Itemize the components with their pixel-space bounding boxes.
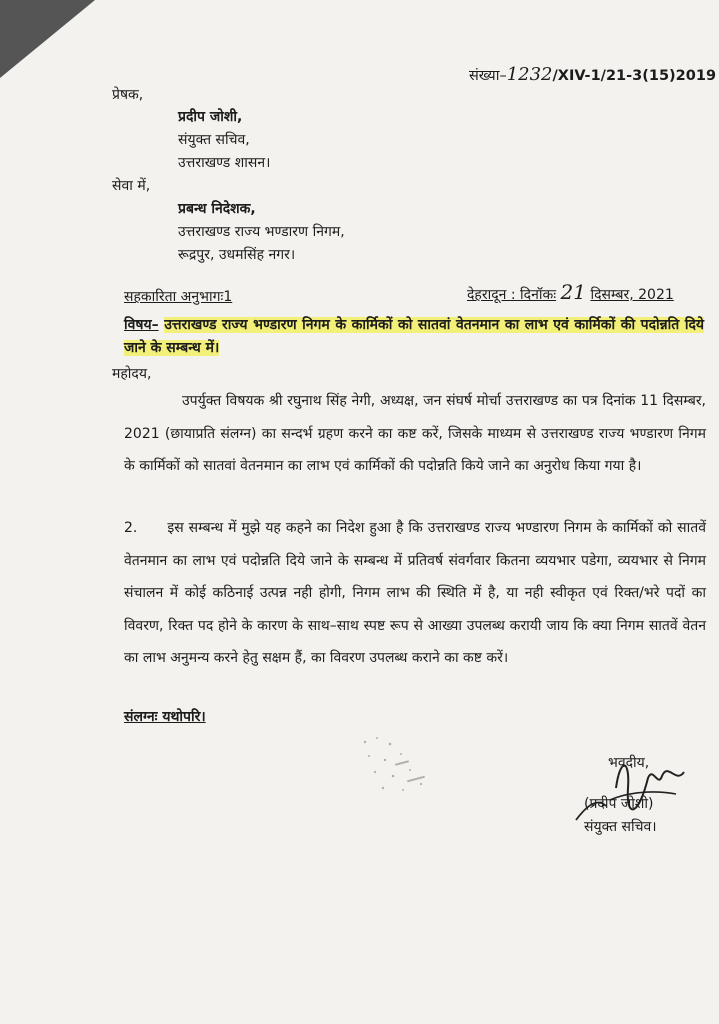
subject-line	[124, 314, 704, 360]
closing-yours: भवदीय,	[608, 755, 650, 771]
recipient-title: प्रबन्ध निदेशक,	[178, 201, 256, 217]
sender-label: प्रेषक,	[112, 87, 144, 103]
reference-handwritten-number: 1232	[506, 64, 553, 85]
scan-shadow-corner	[0, 0, 95, 78]
paragraph-2-text: इस सम्बन्ध में मुझे यह कहने का निदेश हुआ है कि उत्तराखण्ड राज्य भण्डारण निगम के कार्मिकों को सातवें वेतनमान का लाभ एवं पदोन्नति दिये जाने के सम्बन्ध में प्रतिवर्ष संवर्गवार कितना व्ययभार पडेगा, व्ययभार से निगम संचालन में कोई कठिनाई उत्पन्न नही होगी, निगम लाभ की स्थिति में है, या नही स्वीकृत एवं रिक्त/भरे पदों का विवरण, रिक्त पद होने के कारण के साथ–साथ स्पष्ट रूप से आख्या उपलब्ध करायी जाय कि क्या निगम सातवें वेतन का लाभ अनुमन्य करने हेतु सक्षम हैं, का विवरण उपलब्ध कराने का कष्ट करें।	[124, 520, 706, 666]
salutation: महोदय,	[112, 366, 152, 382]
sender-office: उत्तराखण्ड शासन।	[178, 155, 271, 171]
place-date	[467, 280, 674, 304]
enclosure-note: संलग्नः यथोपरि।	[124, 709, 206, 725]
date-day-handwritten: 21	[560, 280, 586, 304]
subject-text: उत्तराखण्ड राज्य भण्डारण निगम के कार्मिकों को सातवां वेतनमान का लाभ एवं कार्मिकों की पदोन्नति दिये जाने के सम्बन्ध में।	[124, 317, 704, 356]
sender-designation: संयुक्त सचिव,	[178, 132, 250, 148]
place-label: देहरादून : दिनॉकः	[467, 287, 557, 303]
closing-designation: संयुक्त सचिव।	[584, 819, 657, 835]
paragraph-2-number: 2.	[124, 520, 138, 536]
faint-stamp-marks	[355, 732, 445, 802]
subject-label: विषय–	[124, 317, 159, 333]
paragraph-2	[124, 512, 706, 675]
section-heading: सहकारिता अनुभागः1	[124, 289, 233, 305]
closing-name: (प्रदीप जोशी)	[584, 796, 654, 812]
reference-prefix: संख्या–	[469, 68, 507, 84]
reference-number	[469, 66, 716, 85]
paragraph-1: उपर्युक्त विषयक श्री रघुनाथ सिंह नेगी, अध्यक्ष, जन संघर्ष मोर्चा उत्तराखण्ड का पत्र दिनांक 11 दिसम्बर, 2021 (छायाप्रति संलग्न) का सन्दर्भ ग्रहण करने का कष्ट करें, जिसके माध्यम से उत्तराखण्ड राज्य भण्डारण निगम के कार्मिकों को सातवां वेतनमान का लाभ एवं कार्मिकों की पदोन्नति किये जाने का अनुरोध किया गया है।	[124, 393, 706, 474]
sender-name: प्रदीप जोशी,	[178, 109, 243, 125]
recipient-label: सेवा में,	[112, 178, 151, 194]
recipient-org: उत्तराखण्ड राज्य भण्डारण निगम,	[178, 224, 345, 240]
date-month-year: दिसम्बर, 2021	[590, 287, 674, 303]
recipient-address: रूद्रपुर, उधमसिंह नगर।	[178, 247, 296, 263]
reference-suffix: /XIV-1/21-3(15)2019	[552, 68, 717, 84]
